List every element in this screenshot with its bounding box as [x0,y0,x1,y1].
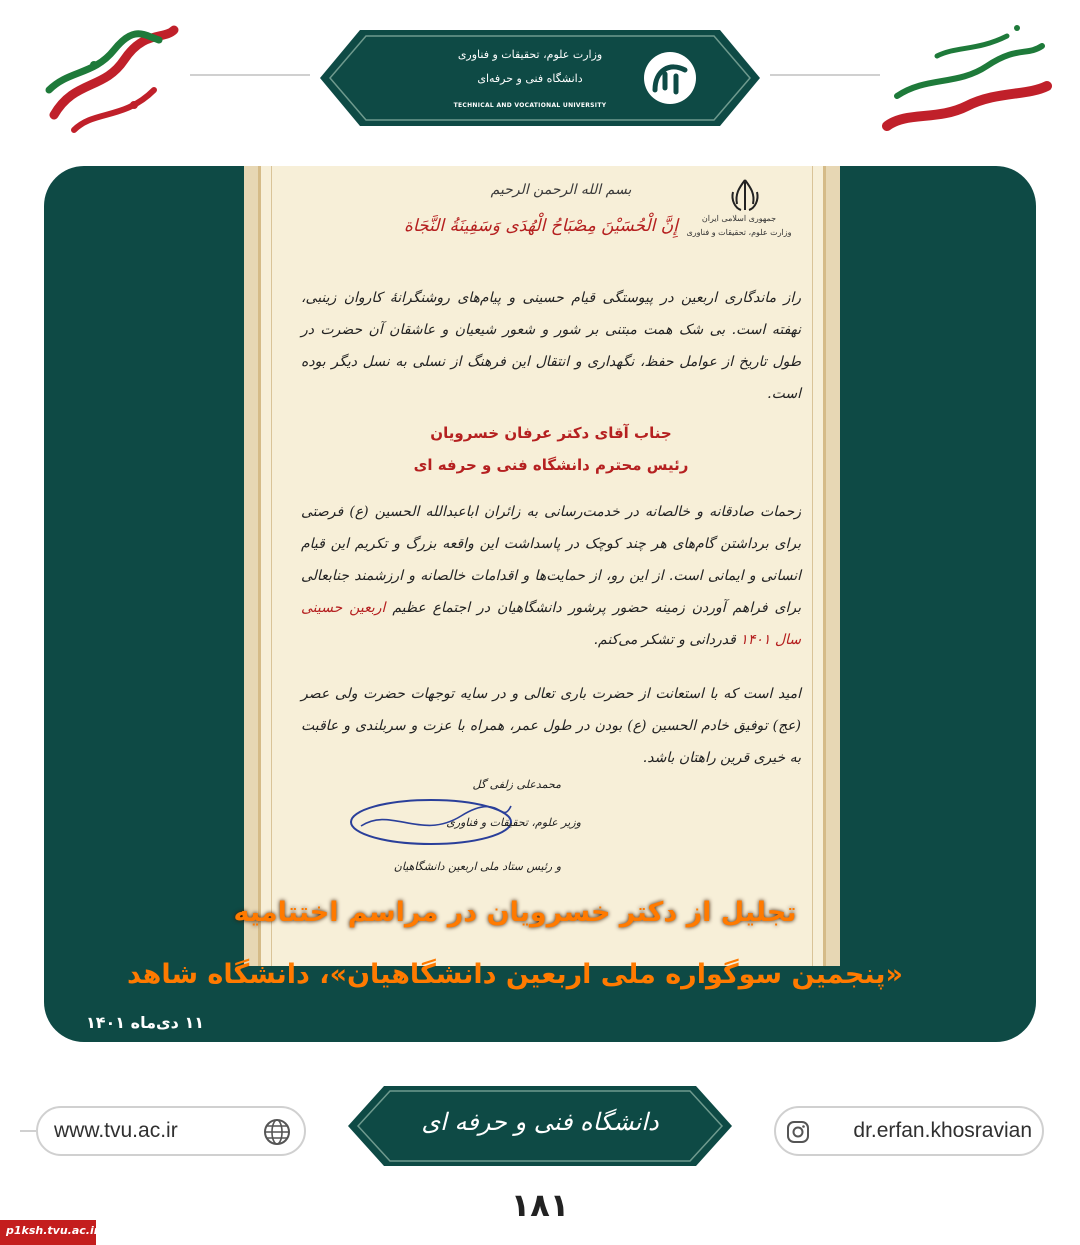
globe-icon [262,1117,292,1147]
slogan-calligraphy-icon [34,20,184,140]
hadith-quote: إِنَّ الْحُسَیْنَ مِصْبَاحُ الْهُدَى وَسَفِینَةُ النَّجَاة [404,216,678,236]
website-pill[interactable] [36,1106,306,1156]
iran-emblem-icon [725,176,765,216]
ministry-name: وزارت علوم، تحقیقات و فناوری [457,48,603,61]
footer-line-left [20,1130,36,1132]
government-line: جمهوری اسلامی ایران [701,214,777,223]
headline-line-2: «پنجمین سوگواره ملی اربعین دانشگاهیان»، دانشگاه شاهد [127,959,903,990]
year-slogan-calligraphy-icon [877,16,1052,141]
website-link[interactable]: www.tvu.ac.ir [54,1119,178,1142]
addressee-name: جناب آقای دکتر عرفان خسرویان [430,424,672,442]
page-number: ۱۸۱ [510,1186,570,1224]
signatory-title-2: و رئیس ستاد ملی اربعین دانشگاهیان [393,860,561,873]
certificate-parchment [258,166,826,966]
footer-logo-text: دانشگاه فنی و حرفه ای [421,1108,659,1136]
certificate-paragraph-1: راز ماندگاری اربعین در پیوستگی قیام حسینی و پیام‌های روشنگرانهٔ کاروان زینبی، نهفته است. بی شک همت مبتنی بر شور و شعور شیعیان و عاشقان آن حضرت در طول تاریخ از عوامل حفظ، نگهداری و انتقال این فرهنگ از نسلی به نسل دیگر بوده است. [301,290,801,402]
arbaeen-highlight: اربعین حسینی سال ۱۴۰۱ [301,600,801,648]
instagram-icon [786,1120,810,1144]
instagram-pill[interactable] [774,1106,1044,1156]
site-tag[interactable] [0,1220,100,1245]
headline-line-1: تجلیل از دکتر خسرویان در مراسم اختتامیه [233,897,797,928]
paragraph-2-end: قدردانی و تشکر می‌کنم. [593,632,736,648]
signatory-title-1: وزیر علوم، تحقیقات و فناوری [446,816,581,829]
university-logo-banner [320,30,760,126]
header-line-left [190,74,310,76]
university-name-english: TECHNICAL AND VOCATIONAL UNIVERSITY [453,102,607,109]
header-line-right [770,74,880,76]
instagram-handle[interactable]: dr.erfan.khosravian [853,1119,1032,1142]
addressee-title: رئیس محترم دانشگاه فنی و حرفه ای [413,456,689,474]
ministry-line: وزارت علوم، تحقیقات و فناوری [686,228,792,237]
certificate [244,166,840,966]
university-name: دانشگاه فنی و حرفه‌ای [477,72,583,85]
event-date: ۱۱ دی‌ماه ۱۴۰۱ [86,1013,204,1032]
basmala: بسم الله الرحمن الرحیم [490,182,632,198]
footer-university-logo [348,1086,732,1166]
paragraph-2-text: زحمات صادقانه و خالصانه در خدمت‌رسانی به زائران اباعبدالله الحسین (ع) فرصتی برای برداشتن گام‌های هر چند کوچک در پاسداشت این واقعه بزرگ و تکریم این قیام انسانی و ایمانی است. از این رو، از حمایت‌ها و اقدامات خالصانه و ارزشمند جنابعالی برای فراهم آوردن زمینه حضور پرشور دانشگاهیان در اجتماع عظیم [301,504,801,616]
right-slogan-logo [877,16,1052,141]
site-tag-text[interactable]: p1ksh.tvu.ac.ir [6,1224,100,1237]
certificate-paragraph-3: امید است که با استعانت از حضرت باری تعالی و در سایه توجهات حضرت ولی عصر (عج) توفیق خادم الحسین (ع) بودن در طول عمر، همراه با عزت و سربلندی و عاقبت به خیری قرین راهتان باشد. [301,686,802,766]
certificate-paragraph-2 [301,496,801,656]
left-slogan-logo [34,20,184,140]
signatory-name: محمدعلی زلفی گل [472,778,561,791]
